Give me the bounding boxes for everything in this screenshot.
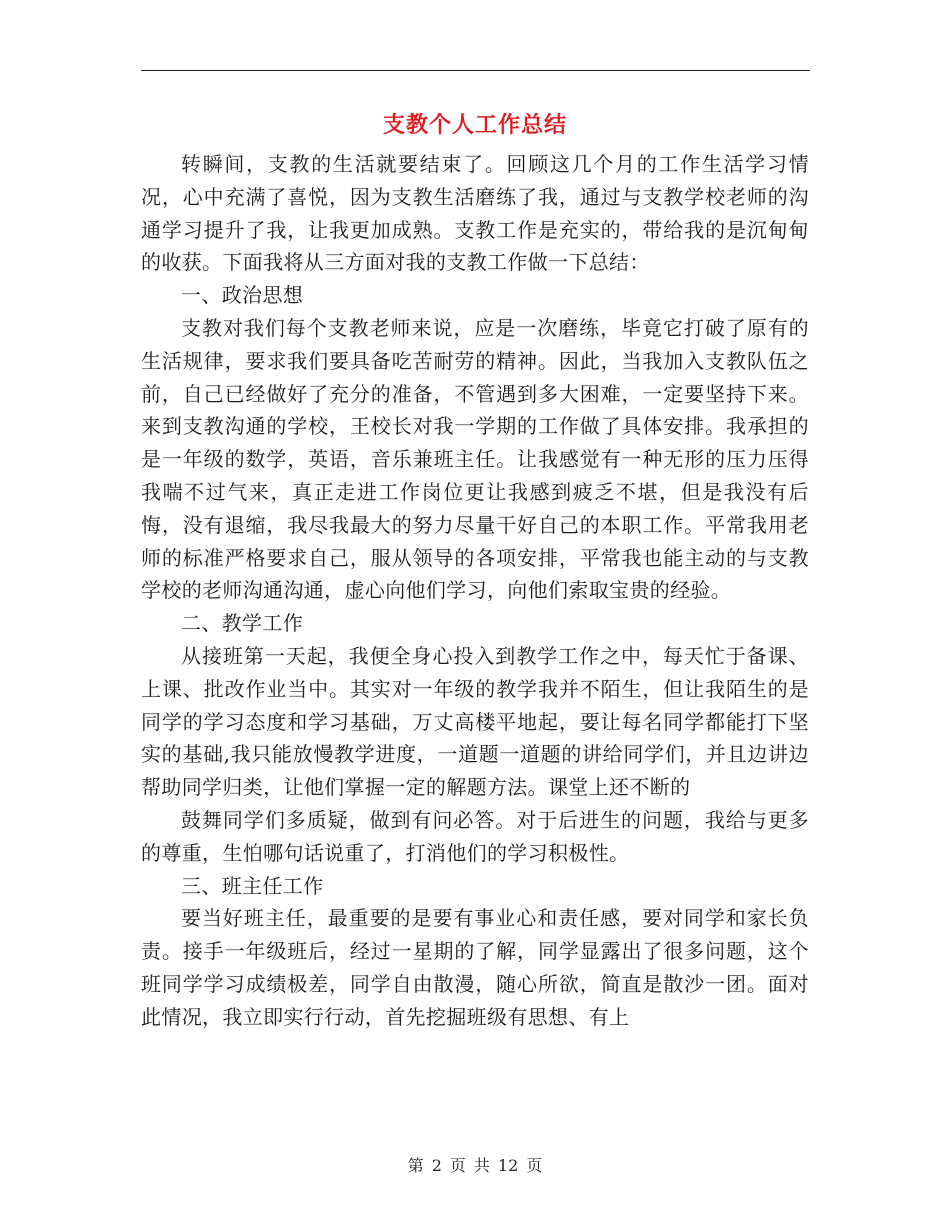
document-title: 支教个人工作总结 xyxy=(382,112,567,138)
footer-page-label: 页 xyxy=(449,1156,466,1175)
section-heading-politics: 一、政治思想 xyxy=(181,283,304,308)
header-rule xyxy=(141,70,810,71)
paragraph-teaching: 从接班第一天起，我便全身心投入到教学工作之中，每天忙于备课、上课、批改作业当中。其实对一年级的教学我并不陌生，但让我陌生的是同学的学习态度和学习基础，万丈高楼平地起，要让每名同学都能打下坚实的基础,我只能放慢教学进度，一道题一道题的讲给同学们，并且边讲边帮助同学归类，让他们掌握一定的解题方法。课堂上还不断的 xyxy=(141,643,809,800)
footer-total-prefix: 共 xyxy=(473,1156,490,1175)
footer-total-pages: 12 xyxy=(497,1156,519,1175)
paragraph-class-teacher: 要当好班主任，最重要的是要有事业心和责任感，要对同学和家长负责。接手一年级班后，经过一星期的了解，同学显露出了很多问题，这个班同学学习成绩极差，同学自由散漫，随心所欲，简直是散沙一团。面对此情况，我立即实行行动，首先挖掘班级有思想、有上 xyxy=(141,906,809,1029)
paragraph-intro: 转瞬间，支教的生活就要结束了。回顾这几个月的工作生活学习情况，心中充满了喜悦，因为支教生活磨练了我，通过与支教学校老师的沟通学习提升了我，让我更加成熟。支教工作是充实的，带给我的是沉甸甸的收获。下面我将从三方面对我的支教工作做一下总结： xyxy=(141,152,809,275)
paragraph-politics: 支教对我们每个支教老师来说，应是一次磨练，毕竟它打破了原有的生活规律，要求我们要具备吃苦耐劳的精神。因此，当我加入支教队伍之前，自己已经做好了充分的准备，不管遇到多大困难，一定要坚持下来。来到支教沟通的学校，王校长对我一学期的工作做了具体安排。我承担的是一年级的数学，英语，音乐兼班主任。让我感觉有一种无形的压力压得我喘不过气来，真正走进工作岗位更让我感到疲乏不堪，但是我没有后悔，没有退缩，我尽我最大的努力尽量干好自己的本职工作。平常我用老师的标准严格要求自己，服从领导的各项安排，平常我也能主动的与支教学校的老师沟通沟通，虚心向他们学习，向他们索取宝贵的经验。 xyxy=(141,315,809,603)
footer-total-suffix: 页 xyxy=(526,1156,543,1175)
page-footer xyxy=(0,1153,950,1176)
footer-page-number: 2 xyxy=(431,1156,442,1175)
footer-prefix: 第 xyxy=(407,1156,424,1175)
paragraph-encourage: 鼓舞同学们多质疑，做到有问必答。对于后进生的问题，我给与更多的尊重，生怕哪句话说重了，打消他们的学习积极性。 xyxy=(141,807,809,865)
section-heading-class-teacher: 三、班主任工作 xyxy=(181,873,324,898)
document-body xyxy=(141,148,809,1034)
section-heading-teaching: 二、教学工作 xyxy=(181,611,304,636)
